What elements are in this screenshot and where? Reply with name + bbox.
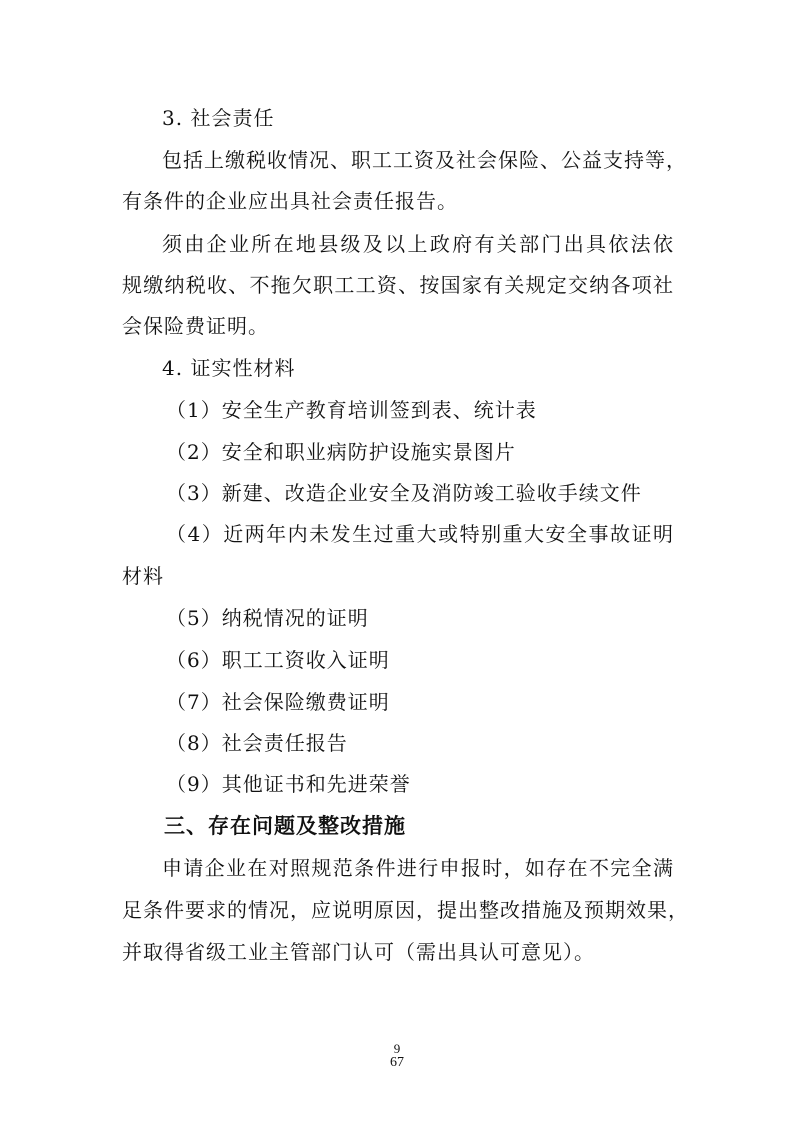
section-3-para1-line1: 包括上缴税收情况、职工工资及社会保险、公益支持等， [162, 148, 687, 172]
list-item-7: （7）社会保险缴费证明 [166, 690, 390, 714]
section-3-para2-line2: 规缴纳税收、不拖欠职工工资、按国家有关规定交纳各项社 [122, 273, 674, 297]
section-3-para2-line1: 须由企业所在地县级及以上政府有关部门出具依法依 [162, 232, 674, 256]
part-3-para-line2: 足条件要求的情况，应说明原因，提出整改措施及预期效果， [122, 898, 689, 922]
section-3-para1-line2: 有条件的企业应出具社会责任报告。 [122, 189, 458, 213]
list-item-2: （2）安全和职业病防护设施实景图片 [166, 440, 516, 464]
list-item-8: （8）社会责任报告 [166, 731, 348, 755]
list-item-9: （9）其他证书和先进荣誉 [166, 772, 411, 796]
part-3-para-line3: 并取得省级工业主管部门认可（需出具认可意见）。 [122, 940, 595, 964]
list-item-4-continuation: 材料 [122, 564, 164, 588]
list-item-5: （5）纳税情况的证明 [166, 606, 369, 630]
list-item-3: （3）新建、改造企业安全及消防竣工验收手续文件 [166, 481, 642, 505]
part-3-para-line1: 申请企业在对照规范条件进行申报时，如存在不完全满 [162, 856, 674, 880]
total-page-number: 67 [390, 1055, 404, 1070]
list-item-4: （4）近两年内未发生过重大或特别重大安全事故证明 [166, 522, 674, 546]
page-number: 9 [393, 1041, 401, 1056]
section-3-para2-line3: 会保险费证明。 [122, 314, 269, 338]
section-4-title: 4. 证实性材料 [162, 356, 296, 380]
list-item-1: （1）安全生产教育培训签到表、统计表 [166, 398, 537, 422]
part-3-heading: 三、存在问题及整改措施 [164, 814, 406, 838]
section-3-title: 3. 社会责任 [162, 106, 275, 130]
list-item-6: （6）职工工资收入证明 [166, 648, 390, 672]
